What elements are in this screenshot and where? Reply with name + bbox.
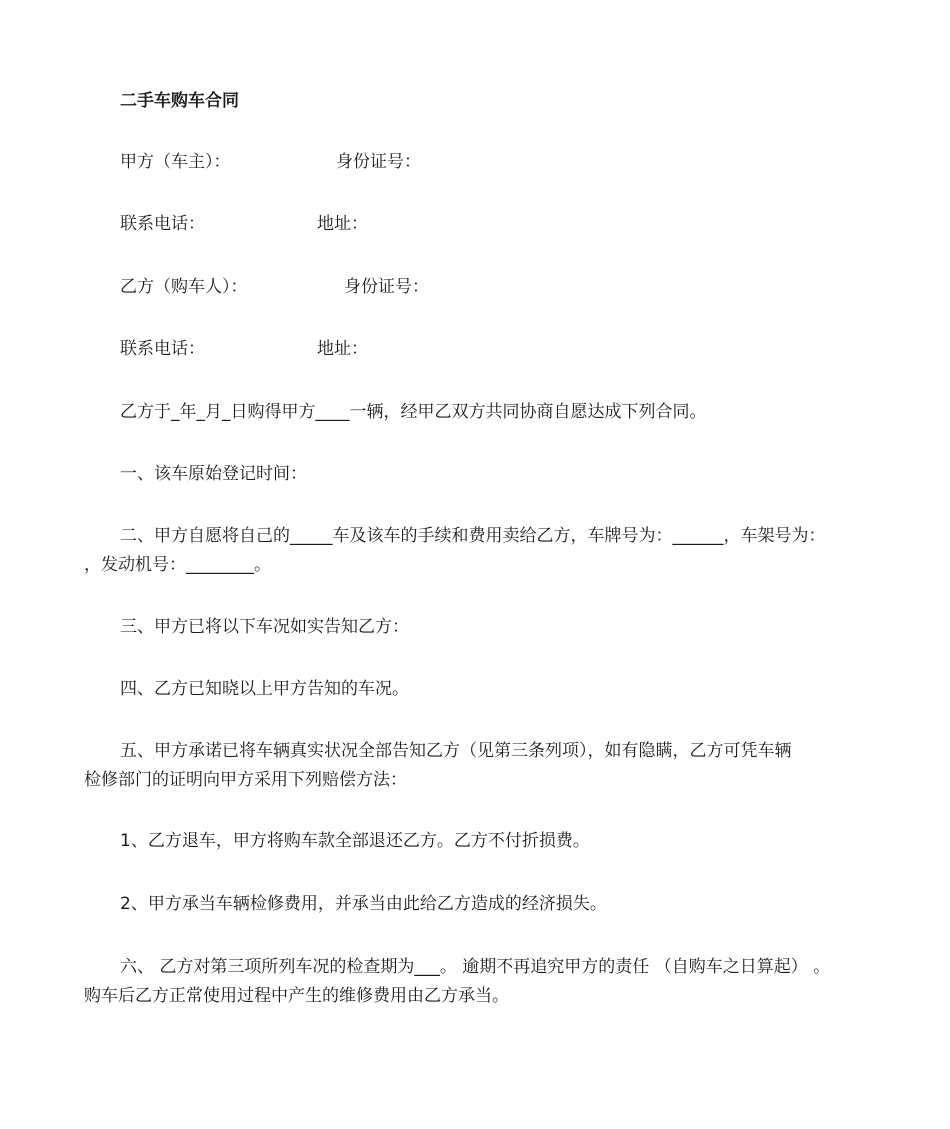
clause-6-line-2: 购车后乙方正常使用过程中产生的维修费用由乙方承当。 (84, 986, 509, 1006)
party-b-address-label: 地址： (317, 339, 368, 359)
intro-paragraph: 乙方于_年_月_日购得甲方____一辆，经甲乙双方共同协商自愿达成下列合同。 (120, 402, 707, 422)
clause-2-line-1: 二、甲方自愿将自己的_____车及该车的手续和费用卖给乙方，车牌号为：______，车架号为： (120, 526, 826, 546)
party-a-id-label: 身份证号： (336, 152, 421, 172)
compensation-item-2: 2、甲方承当车辆检修费用，并承当由此给乙方造成的经济损失。 (120, 894, 607, 914)
party-b-phone-label: 联系电话： (120, 339, 205, 359)
party-a-label: 甲方（车主）： (120, 152, 231, 172)
clause-5-line-1: 五、甲方承诺已将车辆真实状况全部告知乙方（见第三条列项），如有隐瞒，乙方可凭车辆 (120, 741, 792, 761)
document-title: 二手车购车合同 (120, 91, 239, 111)
party-b-label: 乙方（购车人）： (120, 277, 248, 297)
clause-4: 四、乙方已知晓以上甲方告知的车况。 (120, 679, 409, 699)
compensation-item-1: 1、乙方退车，甲方将购车款全部退还乙方。乙方不付折损费。 (120, 831, 590, 851)
clause-2-line-2: ，发动机号：________。 (84, 555, 271, 575)
party-a-address-label: 地址： (317, 214, 368, 234)
party-a-phone-label: 联系电话： (120, 214, 205, 234)
clause-5-line-2: 检修部门的证明向甲方采用下列赔偿方法： (84, 770, 407, 790)
clause-3: 三、甲方已将以下车况如实告知乙方： (120, 617, 409, 637)
clause-1: 一、该车原始登记时间： (120, 464, 307, 484)
clause-6-line-1: 六、 乙方对第三项所列车况的检查期为___。 逾期不再追究甲方的责任 （自购车之日算起） 。 (120, 957, 831, 977)
party-b-id-label: 身份证号： (344, 277, 429, 297)
